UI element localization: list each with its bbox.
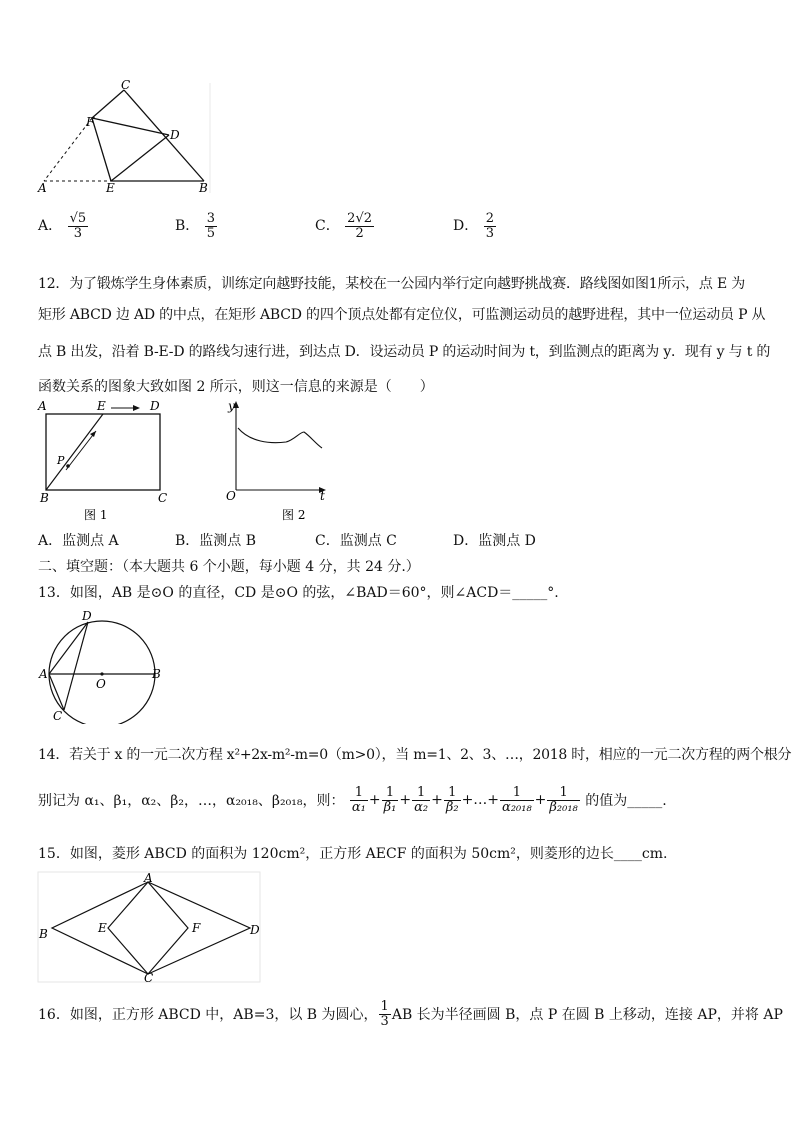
fig11-label-f: F [86, 115, 95, 129]
q14-line-2: 别记为 α₁、β₁，α₂、β₂，…，α₂₀₁₈、β₂₀₁₈，则： $\frac{1}{\text{α₁}}$ + $\frac{1}{\text{β₁}}$ + $\frac{1}{\text{α₂}}$ + $\frac{1}{\text{β₂}}$ +…+ $\frac{1}{\text{α₂₀₁₈}}$ + $\frac{1}{\text{β₂₀₁₈}}$ 的值为_____. [38, 785, 667, 815]
q12-option-c: C．监测点 C [315, 533, 397, 549]
fig1-label-d: D [150, 399, 160, 413]
fig2-caption: 图 2 [282, 508, 306, 522]
q12-option-d: D．监测点 D [453, 533, 536, 549]
fig1-label-e: E [97, 399, 106, 413]
q12-line-4: 函数关系的图象大致如图 2 所示，则这一信息的来源是（ ） [38, 379, 434, 395]
fig11-label-c: C [121, 78, 131, 92]
q12-option-a: A．监测点 A [38, 533, 119, 549]
fig13-label-b: B [152, 667, 161, 681]
fig13-label-a: A [39, 667, 48, 681]
fig13-label-o: O [96, 677, 106, 691]
fig1-label-p: P [57, 454, 65, 467]
fig1-label-b: B [40, 491, 49, 505]
fig1-label-a: A [38, 399, 47, 413]
fig2-label-y: y [228, 399, 235, 413]
fig2-label-o: O [226, 489, 236, 503]
fig11-label-d: D [170, 128, 180, 142]
q16-text: 16．如图，正方形 ABCD 中，AB=3，以 B 为圆心， $\frac{1}{3}$ AB 长为半径画圆 B，点 P 在圆 B 上移动，连接 AP，并将 AP [38, 999, 783, 1029]
q15-text: 15．如图，菱形 ABCD 的面积为 120cm²，正方形 AECF 的面积为 50cm²，则菱形的边长____cm. [38, 846, 668, 862]
q12-option-b: B．监测点 B [175, 533, 257, 549]
q15-figure [36, 870, 262, 984]
fig11-label-a: A [38, 181, 47, 195]
section-2-heading: 二、填空题：（本大题共 6 个小题，每小题 4 分，共 24 分.） [38, 559, 420, 575]
fig1-caption: 图 1 [84, 508, 108, 522]
q14-line-2-suffix: 的值为_____. [585, 793, 667, 810]
fig15-label-c: C [144, 971, 154, 984]
q12-line-3: 点 B 出发，沿着 B-E-D 的路线匀速行进，到达点 D．设运动员 P 的运动时间为 t，到监测点的距离为 y．现有 y 与 t 的 [38, 344, 771, 360]
fig1-label-c: C [158, 491, 168, 505]
fig11-label-e: E [106, 181, 115, 195]
q11-option-c: C． $\frac{2√2}{2}$ [315, 211, 372, 241]
q11-option-a: A． $\frac{√5}{3}$ [38, 211, 87, 241]
q12-figure-2 [220, 398, 340, 524]
fig13-label-c: C [53, 709, 63, 723]
q14-line-2-prefix: 别记为 α₁、β₁，α₂、β₂，…，α₂₀₁₈、β₂₀₁₈，则： [38, 793, 345, 810]
q12-figure-1 [36, 398, 176, 524]
q11-figure [34, 78, 214, 196]
fig15-label-a: A [144, 871, 153, 885]
q11-option-d: D． $\frac{2}{3}$ [453, 211, 494, 241]
fig15-label-d: D [250, 923, 260, 937]
q11-option-b: B． $\frac{3}{5}$ [175, 211, 216, 241]
fig15-label-e: E [98, 921, 107, 935]
fig2-label-t: t [320, 489, 325, 503]
fig15-label-b: B [39, 927, 48, 941]
q13-figure [36, 606, 166, 724]
q14-line-1: 14．若关于 x 的一元二次方程 x²+2x-m²-m=0（m>0），当 m=1、2、3、…，2018 时，相应的一元二次方程的两个根分 [38, 747, 792, 763]
fig15-label-f: F [192, 921, 201, 935]
q12-line-1: 12．为了锻炼学生身体素质，训练定向越野技能，某校在一公园内举行定向越野挑战赛．路线图如图1所示，点 E 为 [38, 276, 746, 292]
q13-text: 13．如图，AB 是⊙O 的直径，CD 是⊙O 的弦，∠BAD＝60°，则∠ACD＝_____°. [38, 585, 559, 601]
fig13-label-d: D [82, 609, 92, 623]
fig11-label-b: B [199, 181, 208, 195]
q12-line-2: 矩形 ABCD 边 AD 的中点，在矩形 ABCD 的四个顶点处都有定位仪，可监测运动员的越野进程，其中一位运动员 P 从 [38, 307, 766, 323]
